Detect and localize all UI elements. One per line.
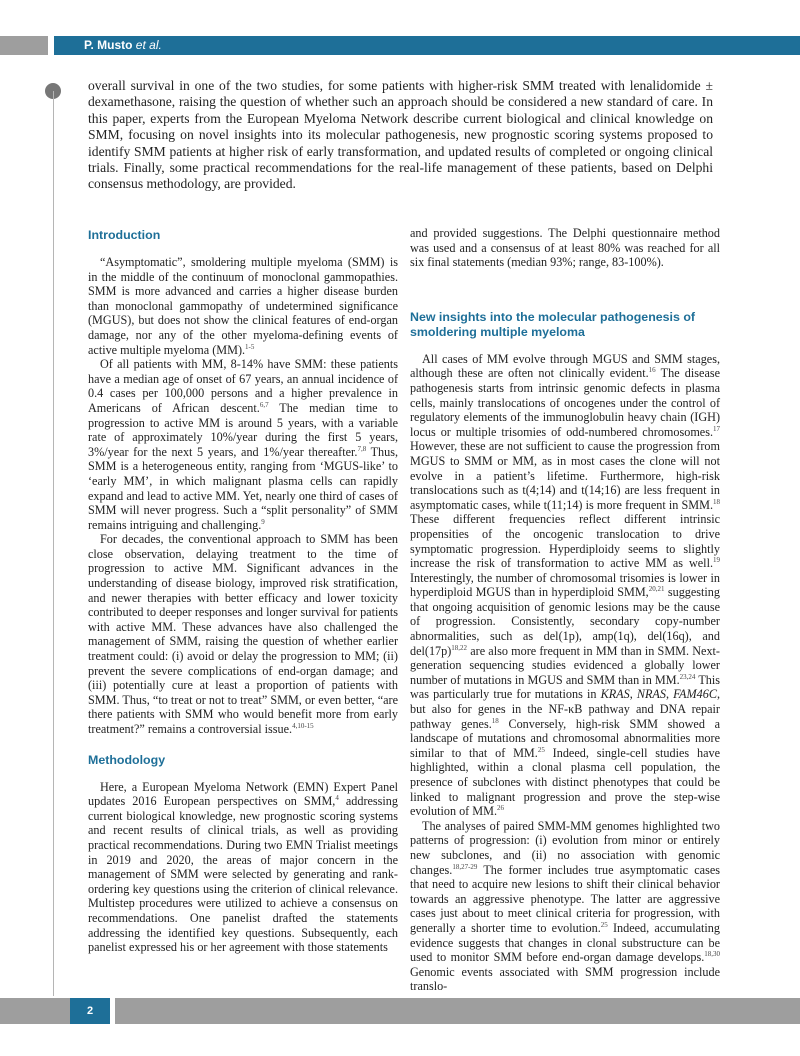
methodology-paragraph-1: Here, a European Myeloma Network (EMN) Expert Panel updates 2016 European perspectives on SMM,$^4$ addressing current biological knowledge, new prognostic scoring systems and recent results of clinical trials, as well as providing practical recommendations. During two EMN Trialist meetings in 2019 and 2020, the areas of major concern in the management of SMM were selected by generating and rank-ordering key questions using the criterion of clinical relevance. Multistep procedures were utilized to achieve a consensus on recommendations. One panelist drafted the statements addressing the identified key questions. Subsequently, each panelist expressed his or her agreement with those statements xyxy=(88,779,398,955)
right-column xyxy=(410,226,720,994)
intro-paragraph-1: “Asymptomatic”, smoldering multiple myeloma (SMM) is in the middle of the continuum of monoclonal gammopathies. SMM is more advanced and carries a higher disease burden than monoclonal gammopathy of undetermined significance (MGUS), but does not show the clinical features of end-organ damage, nor any of the other myeloma-defining events of active multiple myeloma (MM).$^{1-5}$ xyxy=(88,255,398,357)
footer-gray-block-right xyxy=(115,998,800,1024)
intro-paragraph-2: Of all patients with MM, 8-14% have SMM: these patients have a median age of onset of 67 years, an annual incidence of 0.4 cases per 100,000 persons and a higher prevalence in Americans of African descent.$^{6,7}$ The median time to progression to active MM is around 5 years, with a variable rate of approximately 10%/year during the first 5 years, 3%/year for the next 5 years, and 1%/year thereafter.$^{7,8}$ Thus, SMM is a heterogeneous entity, ranging from ‘MGUS-like’ to ‘early MM’, in which malignant plasma cells can rapidly expand and lead to active MM. Yet, nearly one third of cases of SMM will never progress. Such a “split personality” of SMM remains intriguing and challenging.$^9$ xyxy=(88,357,399,532)
methodology-heading: Methodology xyxy=(88,752,166,767)
intro-paragraph-3: For decades, the conventional approach to SMM has been close observation, delaying treatment to the time of progression to active MM. Significant advances in the understanding of disease biology, improved risk stratification, and newer therapies with better efficacy and lower toxicity contributed to deeper responses and longer survival for patients with active MM. These advances have also challenged the management of SMM, raising the question of whether earlier treatment could: (i) avoid or delay the progression to MM; (ii) prevent the severe complications of end-organ damage; and (iii) potentially cure at least a proportion of patients with SMM. Thus, “to treat or not to treat” SMM, or even better, “are there patients with SMM who would benefit more from early treatment?” remains a controversial issue.$^{4,10-15}$ xyxy=(88,532,398,736)
left-column xyxy=(88,226,398,955)
insights-heading: New insights into the molecular pathogenesis of smoldering multiple myeloma xyxy=(410,309,696,339)
introduction-heading: Introduction xyxy=(88,228,161,242)
page-number: 2 xyxy=(70,998,110,1024)
header-gray-block xyxy=(0,36,48,55)
abstract-paragraph: overall survival in one of the two studies, for some patients with higher-risk SMM treated with lenalidomide ± dexamethasone, raising the question of whether such an approach should be considered a new standard of care. In this paper, experts from the European Myeloma Network describe current biological and clinical knowledge on SMM, focusing on novel insights into its molecular pathogenesis, new prognostic scoring systems proposed to identify SMM patients at higher risk of early transformation, and updated results of completed or ongoing clinical trials. Finally, some practical recommendations for the real-life management of these patients, based on Delphi consensus methodology, are provided. xyxy=(88,78,713,192)
methodology-continuation: and provided suggestions. The Delphi questionnaire method was used and a consensus of at least 80% was reached for all six final statements (median 93%; range, 83-100%). xyxy=(410,226,720,270)
footer-gray-block-left xyxy=(0,998,70,1024)
running-header xyxy=(54,36,800,55)
insights-paragraph-1: All cases of MM evolve through MGUS and SMM stages, although these are often not clinically evident.$^{16}$ The disease pathogenesis starts from intrinsic genomic defects in plasma cells, mainly translocations of oncogenes under the control of regulatory elements of the immunoglobulin heavy chain (IGH) locus or multiple trisomies of odd-numbered chromosomes.$^{17}$ However, these are not sufficient to cause the progression from MGUS to SMM or MM, as in most cases the clone will not evolve in a patient’s lifetime. Furthermore, high-risk translocations such as t(4;14) and t(14;16) are less frequent in asymptomatic cases, while t(11;14) is more frequent in SMM.$^{18}$ These different frequencies reflect different intrinsic propensities of the oncogenic translocation to drive symptomatic progression. Hyperdiploidy seems to slightly increase the risk of transformation to active MM as well.$^{19}$ Interestingly, the number of chromosomal trisomies is lower in hyperdiploid MGUS than in hyperdiploid SMM,$^{20,21}$ suggesting that ongoing acquisition of genomic lesions may be the cause of progression. Consistently, secondary copy-number abnormalities, such as del(1p), amp(1q), del(16q), and $del(17p)^{18,22}$ are also more frequent in MM than in SMM. Next-generation sequencing studies evidenced a globally lower number of mutations in MGUS and SMM than in MM.$^{23,24}$ This was particularly true for mutations in KRAS, NRAS, FAM46C, but also for genes in the NF-κB pathway and DNA repair pathway genes.$^{18}$ Conversely, high-risk SMM showed a landscape of mutations and chromosomal abnormalities more similar to that of MM.$^{25}$ Indeed, single-cell studies have highlighted, within a clonal plasma cell population, the presence of subclones with distinct phenotypes that could be linked to malignant progression and prove the step-wise evolution of MM.$^{26}$ xyxy=(410,351,720,819)
header-author: P. Musto xyxy=(84,38,133,52)
margin-rule xyxy=(53,91,54,996)
insights-paragraph-2: The analyses of paired SMM-MM genomes highlighted two patterns of progression: (i) evolution from minor or entirely new subclones, and (ii) no association with genomic changes.$^{18,27-29}$ The former includes true asymptomatic cases that need to acquire new lesions to shift their clinical behavior towards an aggressive phenotype. The latter are aggressive cases just about to meet clinical criteria for progression, with generally a shorter time to evolution.$^{25}$ Indeed, accumulating evidence suggests that changes in clonal substructure can be used to monitor SMM before end-organ damage develops.$^{18,30}$ Genomic events associated with SMM progression include translo- xyxy=(410,818,720,994)
header-etal: et al. xyxy=(135,38,162,52)
